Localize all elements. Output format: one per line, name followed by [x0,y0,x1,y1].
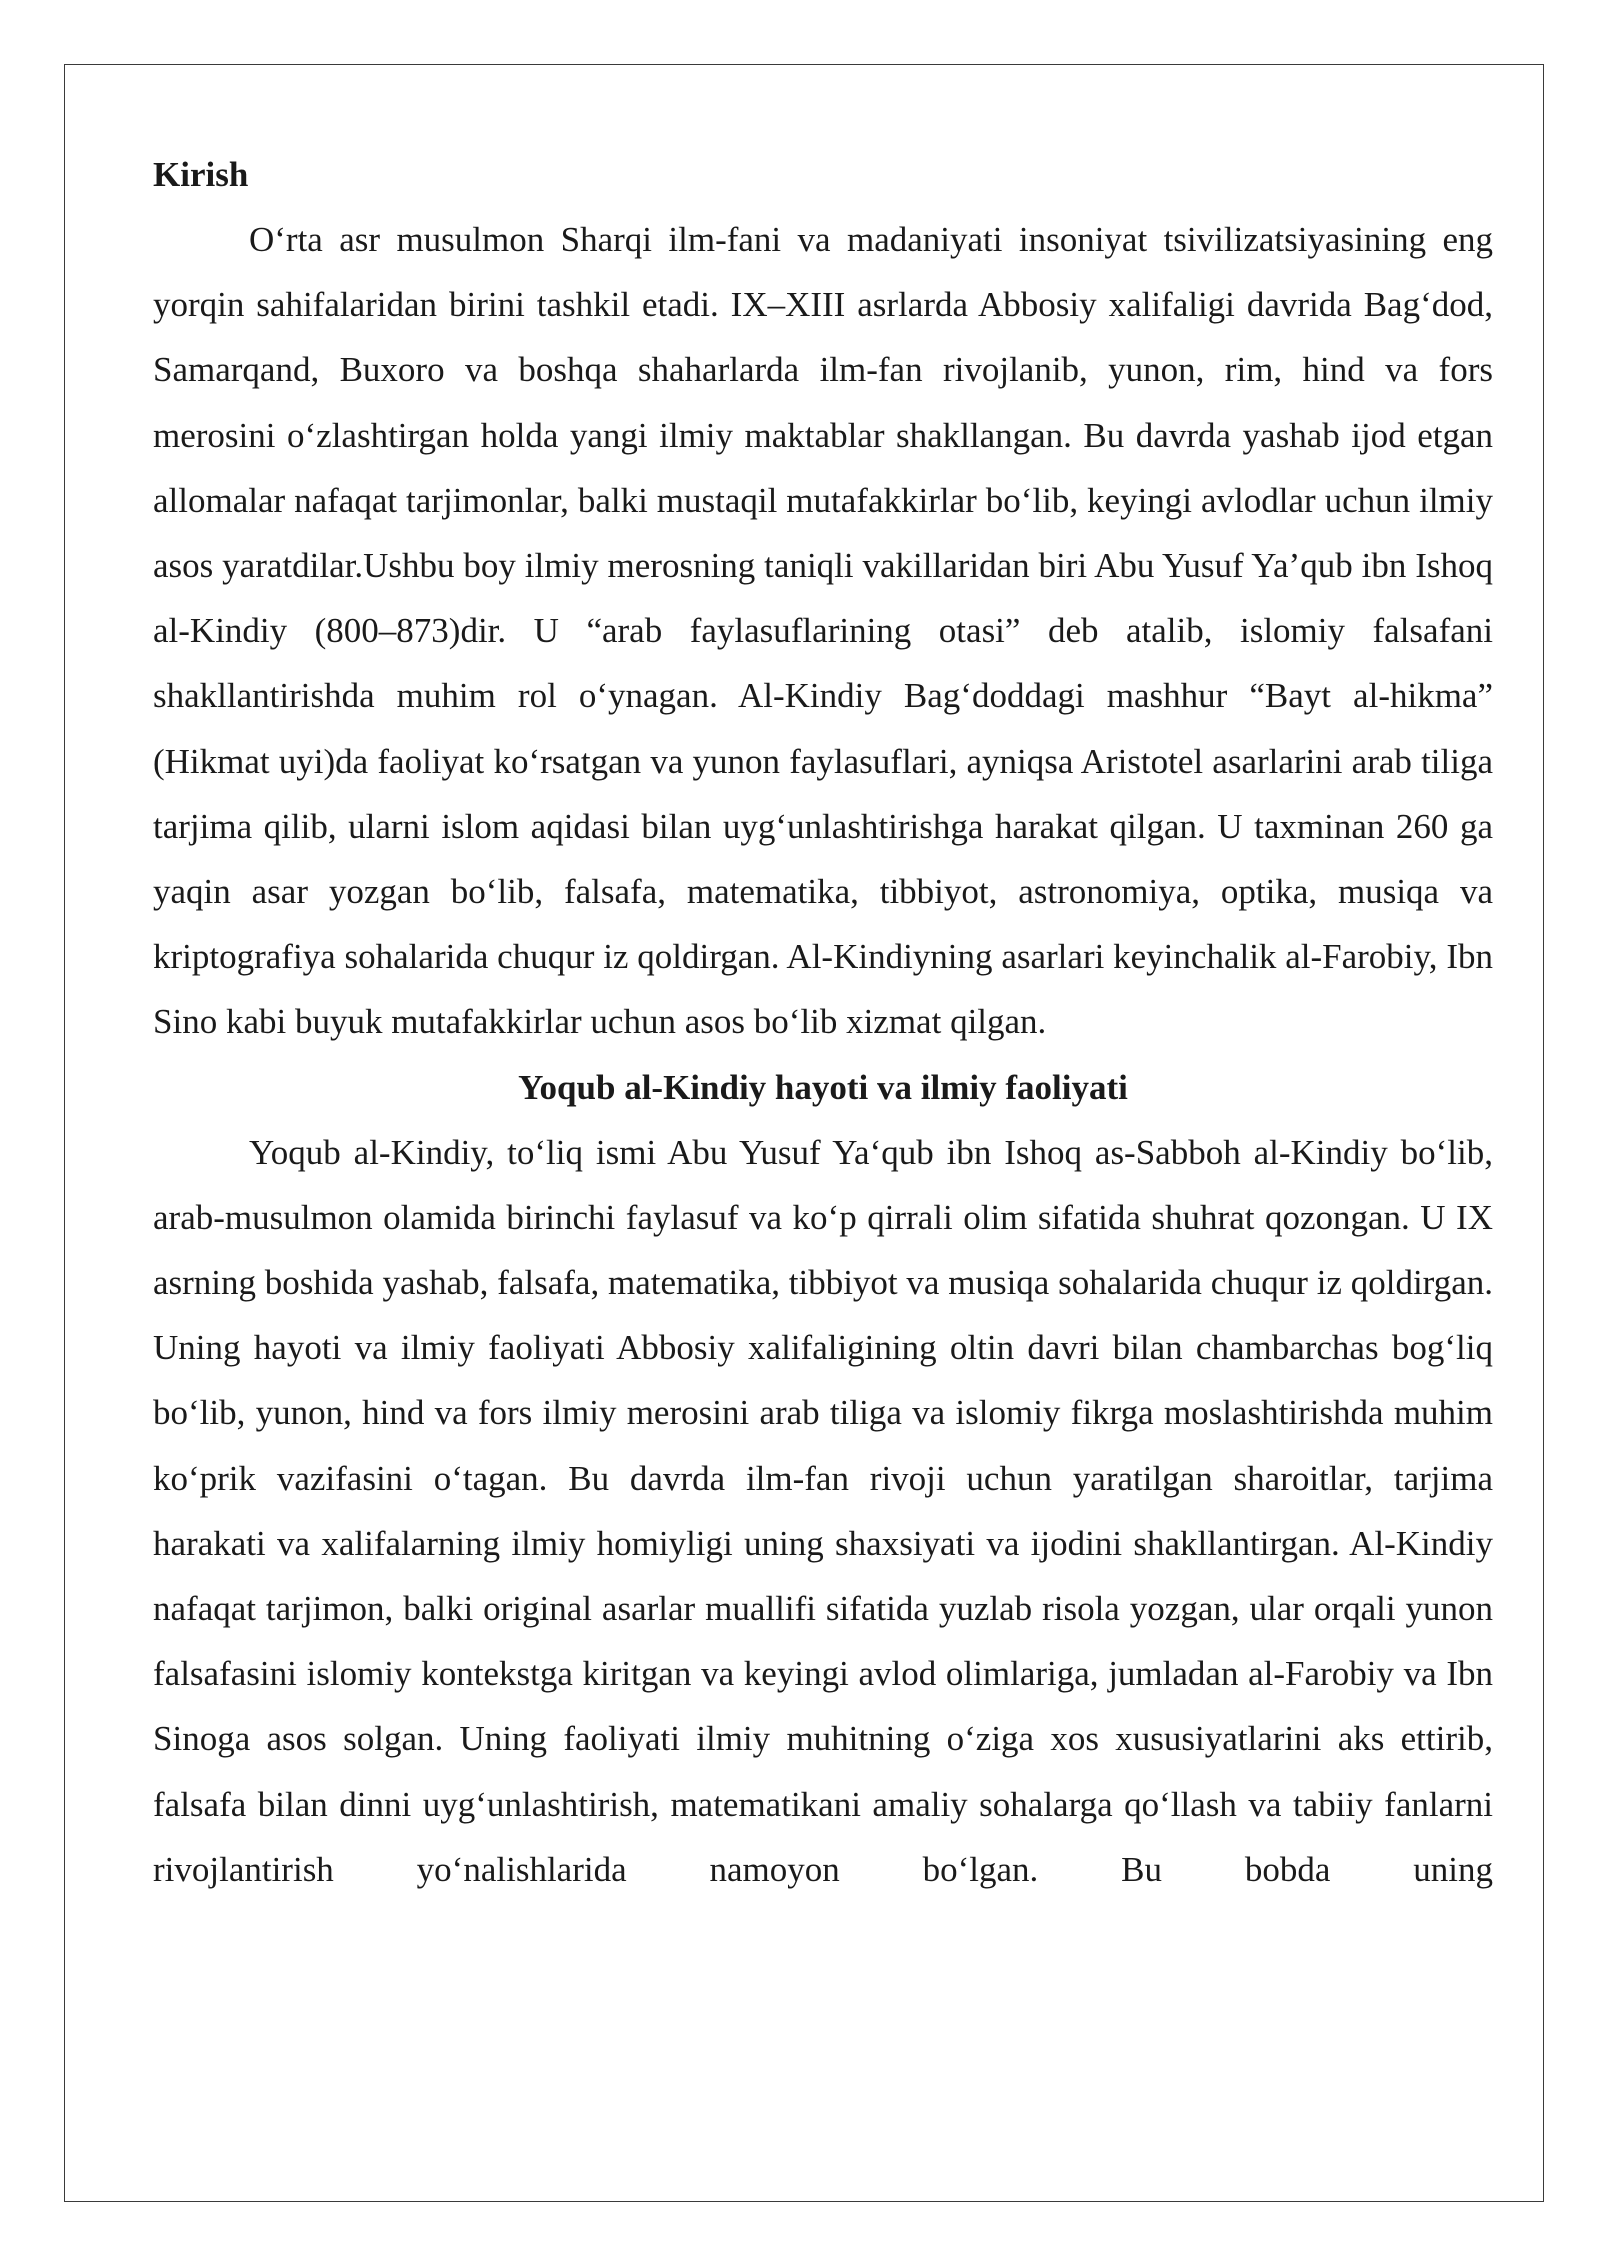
document-body [153,142,1493,1902]
introduction-paragraph: O‘rta asr musulmon Sharqi ilm-fani va madaniyati insoniyat tsivilizatsiyasining eng yorqin sahifalaridan birini tashkil etadi. IX–XIII asrlarda Abbosiy xalifaligi davrida Bag‘dod, Samarqand, Buxoro va boshqa shaharlarda ilm-fan rivojlanib, yunon, rim, hind va fors merosini o‘zlashtirgan holda yangi ilmiy maktablar shakllangan. Bu davrda yashab ijod etgan allomalar nafaqat tarjimonlar, balki mustaqil mutafakkirlar bo‘lib, keyingi avlodlar uchun ilmiy asos yaratdilar.Ushbu boy ilmiy merosning taniqli vakillaridan biri Abu Yusuf Ya’qub ibn Ishoq al-Kindiy (800–873)dir. U “arab faylasuflarining otasi” deb atalib, islomiy falsafani shakllantirishda muhim rol o‘ynagan. Al-Kindiy Bag‘doddagi mashhur “Bayt al-hikma” (Hikmat uyi)da faoliyat ko‘rsatgan va yunon faylasuflari, ayniqsa Aristotel asarlarini arab tiliga tarjima qilib, ularni islom aqidasi bilan uyg‘unlashtirishga harakat qilgan. U taxminan 260 ga yaqin asar yozgan bo‘lib, falsafa, matematika, tibbiyot, astronomiya, optika, musiqa va kriptografiya sohalarida chuqur iz qoldirgan. Al-Kindiyning asarlari keyinchalik al-Farobiy, Ibn Sino kabi buyuk mutafakkirlar uchun asos bo‘lib xizmat qilgan. [153,220,1493,1042]
biography-paragraph: Yoqub al-Kindiy, to‘liq ismi Abu Yusuf Ya‘qub ibn Ishoq as-Sabboh al-Kindiy bo‘lib, arab-musulmon olamida birinchi faylasuf va ko‘p qirrali olim sifatida shuhrat qozongan. U IX asrning boshida yashab, falsafa, matematika, tibbiyot va musiqa sohalarida chuqur iz qoldirgan. Uning hayoti va ilmiy faoliyati Abbosiy xalifaligining oltin davri bilan chambarchas bog‘liq bo‘lib, yunon, hind va fors ilmiy merosini arab tiliga va islomiy fikrga moslashtirishda muhim ko‘prik vazifasini o‘tagan. Bu davrda ilm-fan rivoji uchun yaratilgan sharoitlar, tarjima harakati va xalifalarning ilmiy homiyligi uning shaxsiyati va ijodini shakllantirgan. Al-Kindiy nafaqat tarjimon, balki original asarlar muallifi sifatida yuzlab risola yozgan, ular orqali yunon falsafasini islomiy kontekstga kiritgan va keyingi avlod olimlariga, jumladan al-Farobiy va Ibn Sinoga asos solgan. Uning faoliyati ilmiy muhitning o‘ziga xos xususiyatlarini aks ettirib, falsafa bilan dinni uyg‘unlashtirish, matematikani amaliy sohalarga qo‘llash va tabiiy fanlarni rivojlantirish yo‘nalishlarida namoyon bo‘lgan. Bu bobda uning [153,1132,1493,1889]
section-heading-introduction: Kirish [153,155,249,194]
section-heading-biography: Yoqub al-Kindiy hayoti va ilmiy faoliyati [518,1067,1128,1107]
